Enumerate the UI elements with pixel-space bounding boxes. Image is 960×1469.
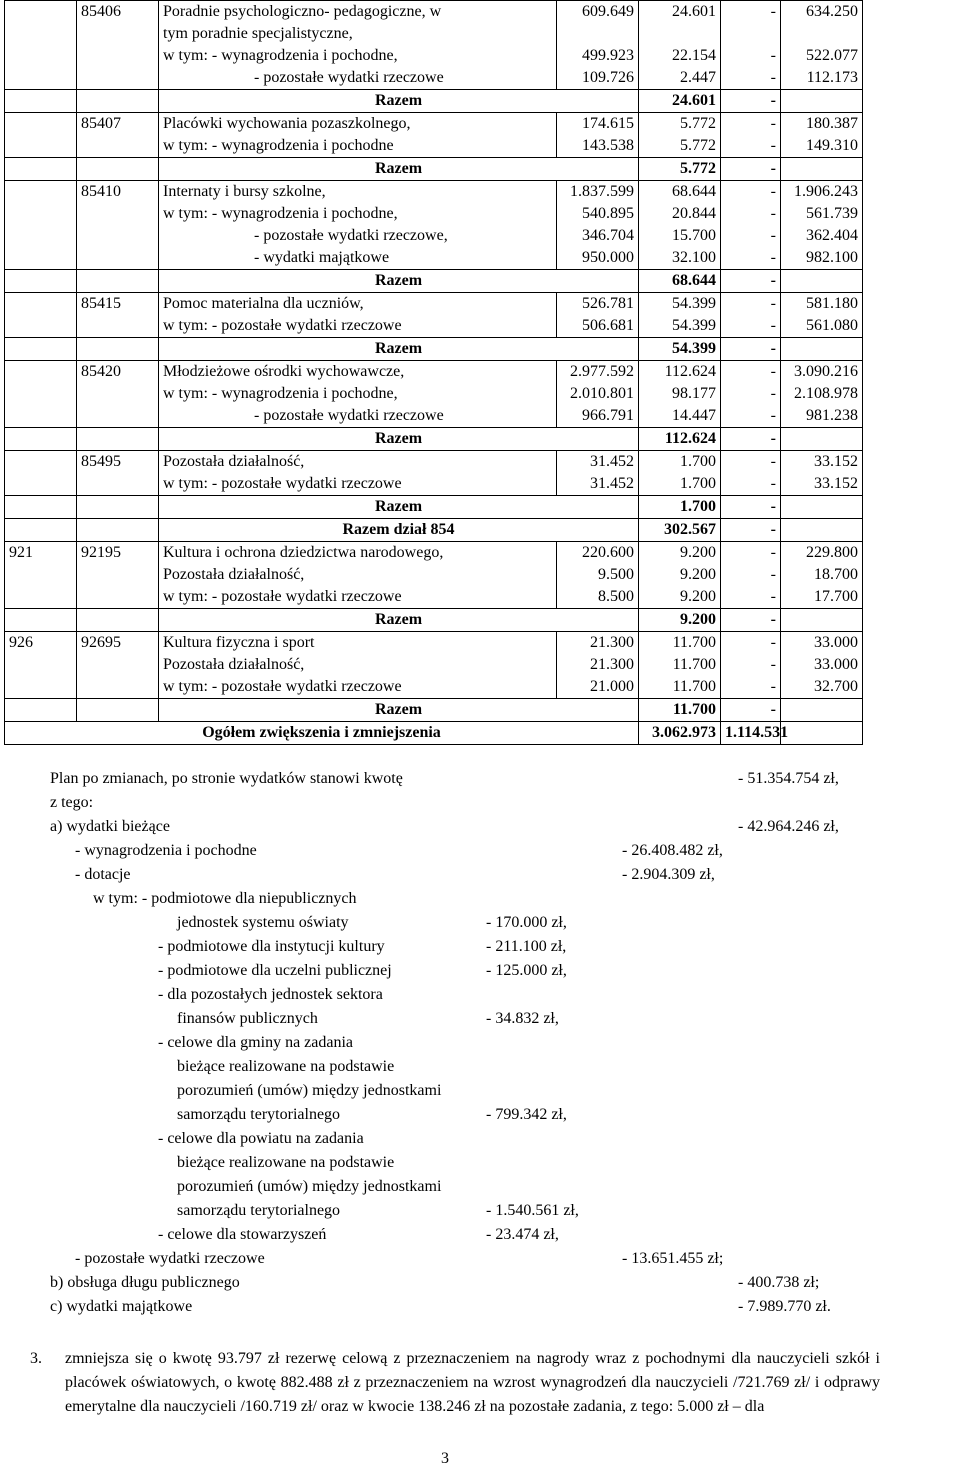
- rozdzial-cell: 85410: [77, 181, 159, 270]
- dzial-cell: [5, 181, 77, 270]
- name-cell: [159, 1, 557, 90]
- empty-cell: [781, 496, 863, 519]
- increase-cell: [639, 632, 721, 699]
- gmina-label-2: bieżące realizowane na podstawie: [177, 1058, 395, 1075]
- name-cell: [159, 542, 557, 609]
- subtotal-row: [5, 90, 863, 113]
- subtotal-dash: -: [721, 270, 781, 293]
- cell-line: 109.726: [582, 69, 634, 86]
- budget-table: [4, 0, 863, 745]
- dzial-cell: 926: [5, 632, 77, 699]
- cell-line: -: [770, 69, 776, 86]
- item-name: - pozostałe wydatki rzeczowe,: [254, 227, 448, 244]
- powiat-label-4: samorządu terytorialnego: [177, 1202, 341, 1219]
- empty-cell: [781, 158, 863, 181]
- decrease-cell: [721, 451, 781, 496]
- powiat-label-3: porozumień (umów) między jednostkami: [177, 1178, 442, 1195]
- after-change-cell: [781, 542, 863, 609]
- subtotal-row: [5, 428, 863, 451]
- rozdzial-cell: 85406: [77, 1, 159, 90]
- rozdzial-cell: 85415: [77, 293, 159, 338]
- cell-line: -: [770, 656, 776, 673]
- cell-line: 9.200: [680, 588, 716, 605]
- increase-cell: [639, 361, 721, 428]
- subtotal-dash: -: [721, 699, 781, 722]
- table-row: [5, 361, 863, 428]
- cell-line: -: [770, 544, 776, 561]
- after-change-cell: [781, 1, 863, 90]
- cell-line: 21.300: [590, 634, 634, 651]
- empty-cell: [5, 428, 77, 451]
- gmina-label: - celowe dla gminy na zadania: [158, 1034, 354, 1051]
- public-finance-label: finansów publicznych: [177, 1010, 318, 1027]
- cell-line: 220.600: [582, 544, 634, 561]
- cell-line: 98.177: [672, 385, 716, 402]
- cell-line: 174.615: [582, 115, 634, 132]
- wages-label: - wynagrodzenia i pochodne: [75, 842, 257, 859]
- empty-cell: [5, 519, 77, 542]
- cell-line: -: [770, 678, 776, 695]
- table-row: [5, 542, 863, 609]
- grand-total-row: [5, 722, 863, 745]
- section-total-value: 302.567: [639, 519, 721, 542]
- cell-line: 21.000: [590, 678, 634, 695]
- after-change-cell: [781, 113, 863, 158]
- increase-cell: [639, 293, 721, 338]
- cell-line: 2.010.801: [570, 385, 634, 402]
- grand-total-increase: 3.062.973: [639, 722, 721, 745]
- item-name: w tym: - pozostałe wydatki rzeczowe: [163, 588, 402, 605]
- item-name: Kultura i ochrona dziedzictwa narodowego,: [163, 544, 444, 561]
- name-cell: [159, 451, 557, 496]
- subtotal-value: 68.644: [639, 270, 721, 293]
- wages-value: - 26.408.482 zł,: [622, 842, 723, 859]
- cell-line: -: [770, 205, 776, 222]
- cell-line: 24.601: [672, 3, 716, 20]
- item-name: w tym: - wynagrodzenia i pochodne,: [163, 385, 398, 402]
- powiat-value: - 1.540.561 zł,: [486, 1202, 579, 1219]
- cell-line: -: [770, 453, 776, 470]
- item-name: tym poradnie specjalistyczne,: [163, 25, 353, 42]
- cell-line: 11.700: [672, 634, 716, 651]
- empty-cell: [77, 428, 159, 451]
- cell-line: 9.200: [680, 566, 716, 583]
- cell-line: [643, 23, 716, 45]
- cell-line: 581.180: [806, 295, 858, 312]
- cell-line: 2.108.978: [794, 385, 858, 402]
- cell-line: 982.100: [806, 249, 858, 266]
- cell-line: 1.700: [680, 475, 716, 492]
- increase-cell: [639, 181, 721, 270]
- dzial-cell: [5, 451, 77, 496]
- powiat-label-2: bieżące realizowane na podstawie: [177, 1154, 395, 1171]
- rozdzial-cell: 85407: [77, 113, 159, 158]
- plan-value: - 51.354.754 zł,: [738, 770, 839, 787]
- cell-line: 54.399: [672, 295, 716, 312]
- value-cell: [557, 542, 639, 609]
- cell-line: -: [770, 3, 776, 20]
- empty-cell: [781, 519, 863, 542]
- subtotal-label: Razem: [159, 270, 639, 293]
- grants-label: - dotacje: [75, 866, 131, 883]
- dzial-cell: [5, 361, 77, 428]
- decrease-cell: [721, 181, 781, 270]
- subtotal-value: 9.200: [639, 609, 721, 632]
- cell-line: 362.404: [806, 227, 858, 244]
- cell-line: 31.452: [590, 475, 634, 492]
- page-number: 3: [441, 1450, 449, 1467]
- university-value: - 125.000 zł,: [486, 962, 567, 979]
- value-cell: [557, 181, 639, 270]
- item-name: w tym: - wynagrodzenia i pochodne,: [163, 205, 398, 222]
- subtotal-value: 5.772: [639, 158, 721, 181]
- cell-line: 11.700: [672, 678, 716, 695]
- increase-cell: [639, 113, 721, 158]
- cell-line: 561.739: [806, 205, 858, 222]
- paragraph-text: zmniejsza się o kwotę 93.797 zł rezerwę celową z przeznaczeniem na nagrody wraz z pochodnymi dla nauczycieli szkół i placówek oświatowych, o kwotę 882.488 zł z przeznaczeniem na wzrost wynagrodzeń dla nauczycieli /721.769 zł/ i odprawy emerytalne dla nauczycieli /160.719 zł/ oraz w kwocie 138.246 zł na pozostałe zadania, z tego: 5.000 zł – dla: [65, 1350, 880, 1415]
- empty-cell: [781, 270, 863, 293]
- empty-cell: [781, 609, 863, 632]
- rozdzial-cell: 85495: [77, 451, 159, 496]
- cell-line: -: [770, 363, 776, 380]
- item-name: Poradnie psychologiczno- pedagogiczne, w: [163, 3, 442, 20]
- cell-line: 18.700: [814, 566, 858, 583]
- item-name: Kultura fizyczna i sport: [163, 634, 315, 651]
- nonpublic-value: - 170.000 zł,: [486, 914, 567, 931]
- debt-service-value: - 400.738 zł;: [738, 1274, 820, 1291]
- cell-line: 143.538: [582, 137, 634, 154]
- gmina-label-3: porozumień (umów) między jednostkami: [177, 1082, 442, 1099]
- paragraph-number: 3.: [30, 1350, 42, 1367]
- subtotal-dash: -: [721, 158, 781, 181]
- cell-line: 149.310: [806, 137, 858, 154]
- value-cell: [557, 113, 639, 158]
- culture-label: - podmiotowe dla instytucji kultury: [158, 938, 385, 955]
- gmina-value: - 799.342 zł,: [486, 1106, 567, 1123]
- cell-line: 15.700: [672, 227, 716, 244]
- increase-cell: [639, 1, 721, 90]
- rozdzial-cell: 85420: [77, 361, 159, 428]
- subtotal-row: [5, 609, 863, 632]
- cell-line: -: [770, 115, 776, 132]
- current-expenses-value: - 42.964.246 zł,: [738, 818, 839, 835]
- rozdzial-cell: 92195: [77, 542, 159, 609]
- subtotal-label: Razem: [159, 699, 639, 722]
- decrease-cell: [721, 1, 781, 90]
- cell-line: 32.100: [672, 249, 716, 266]
- capital-expenses-value: - 7.989.770 zł.: [738, 1298, 831, 1315]
- cell-line: 180.387: [806, 115, 858, 132]
- cell-line: -: [770, 566, 776, 583]
- subtotal-dash: -: [721, 90, 781, 113]
- cell-line: 9.500: [598, 566, 634, 583]
- empty-cell: [77, 270, 159, 293]
- cell-line: 950.000: [582, 249, 634, 266]
- cell-line: 22.154: [672, 47, 716, 64]
- cell-line: 1.837.599: [570, 183, 634, 200]
- empty-cell: [781, 699, 863, 722]
- cell-line: 17.700: [814, 588, 858, 605]
- table-row: [5, 293, 863, 338]
- subtotal-value: 112.624: [639, 428, 721, 451]
- cell-line: 33.152: [814, 475, 858, 492]
- empty-cell: [5, 338, 77, 361]
- cell-line: 1.700: [680, 453, 716, 470]
- subtotal-row: [5, 270, 863, 293]
- cell-line: 33.000: [814, 656, 858, 673]
- cell-line: [725, 23, 776, 45]
- after-change-cell: [781, 361, 863, 428]
- empty-cell: [5, 496, 77, 519]
- cell-line: 561.080: [806, 317, 858, 334]
- subtotal-dash: -: [721, 496, 781, 519]
- empty-cell: [77, 496, 159, 519]
- cell-line: -: [770, 317, 776, 334]
- cell-line: 506.681: [582, 317, 634, 334]
- cell-line: 68.644: [672, 183, 716, 200]
- table-row: [5, 113, 863, 158]
- item-name: Pozostała działalność,: [163, 656, 305, 673]
- rozdzial-cell: 92695: [77, 632, 159, 699]
- empty-cell: [5, 699, 77, 722]
- item-name: Pozostała działalność,: [163, 566, 305, 583]
- cell-line: 112.173: [806, 69, 858, 86]
- cell-line: 526.781: [582, 295, 634, 312]
- subtotal-label: Razem: [159, 90, 639, 113]
- cell-line: -: [770, 385, 776, 402]
- empty-cell: [77, 609, 159, 632]
- cell-line: [561, 23, 634, 45]
- cell-line: 21.300: [590, 656, 634, 673]
- item-name: - pozostałe wydatki rzeczowe: [254, 407, 444, 424]
- item-name: Pozostała działalność,: [163, 453, 305, 470]
- table-row: [5, 451, 863, 496]
- after-change-cell: [781, 451, 863, 496]
- cell-line: 540.895: [582, 205, 634, 222]
- subtotal-label: Razem: [159, 158, 639, 181]
- value-cell: [557, 1, 639, 90]
- subtotal-row: [5, 338, 863, 361]
- decrease-cell: [721, 293, 781, 338]
- grand-total-label: Ogółem zwiększenia i zmniejszenia: [5, 722, 639, 745]
- plan-label: Plan po zmianach, po stronie wydatków stanowi kwotę: [50, 770, 403, 787]
- powiat-label: - celowe dla powiatu na zadania: [158, 1130, 364, 1147]
- name-cell: [159, 113, 557, 158]
- cell-line: 1.906.243: [794, 183, 858, 200]
- cell-line: -: [770, 183, 776, 200]
- cell-line: 609.649: [582, 3, 634, 20]
- associations-label: - celowe dla stowarzyszeń: [158, 1226, 327, 1243]
- z-tego-label: z tego:: [50, 794, 94, 811]
- current-expenses-label: a) wydatki bieżące: [50, 818, 170, 835]
- after-change-cell: [781, 181, 863, 270]
- grants-breakdown-label: w tym: - podmiotowe dla niepublicznych: [93, 890, 357, 907]
- cell-line: -: [770, 249, 776, 266]
- item-name: Młodzieżowe ośrodki wychowawcze,: [163, 363, 405, 380]
- section-total-dash: -: [721, 519, 781, 542]
- empty-cell: [77, 90, 159, 113]
- item-name: - pozostałe wydatki rzeczowe: [254, 69, 444, 86]
- cell-line: 966.791: [582, 407, 634, 424]
- dzial-cell: 921: [5, 542, 77, 609]
- cell-line: -: [770, 634, 776, 651]
- debt-service-label: b) obsługa długu publicznego: [50, 1274, 240, 1291]
- name-cell: [159, 293, 557, 338]
- decrease-cell: [721, 542, 781, 609]
- subtotal-value: 11.700: [639, 699, 721, 722]
- increase-cell: [639, 542, 721, 609]
- dzial-cell: [5, 113, 77, 158]
- public-finance-value: - 34.832 zł,: [486, 1010, 559, 1027]
- subtotal-row: [5, 699, 863, 722]
- cell-line: 229.800: [806, 544, 858, 561]
- empty-cell: [781, 90, 863, 113]
- gmina-label-4: samorządu terytorialnego: [177, 1106, 341, 1123]
- decrease-cell: [721, 632, 781, 699]
- subtotal-value: 24.601: [639, 90, 721, 113]
- cell-line: -: [770, 588, 776, 605]
- cell-line: 634.250: [806, 3, 858, 20]
- table-row: [5, 181, 863, 270]
- cell-line: -: [770, 47, 776, 64]
- empty-cell: [781, 722, 863, 745]
- value-cell: [557, 293, 639, 338]
- subtotal-label: Razem: [159, 428, 639, 451]
- cell-line: 522.077: [806, 47, 858, 64]
- cell-line: -: [770, 407, 776, 424]
- cell-line: 33.000: [814, 634, 858, 651]
- after-change-cell: [781, 293, 863, 338]
- item-name: w tym: - pozostałe wydatki rzeczowe: [163, 678, 402, 695]
- empty-cell: [77, 519, 159, 542]
- grand-total-decrease: 1.114.531: [721, 722, 781, 745]
- cell-line: 2.447: [680, 69, 716, 86]
- cell-line: 2.977.592: [570, 363, 634, 380]
- subtotal-dash: -: [721, 428, 781, 451]
- increase-cell: [639, 451, 721, 496]
- empty-cell: [77, 699, 159, 722]
- cell-line: -: [770, 227, 776, 244]
- university-label: - podmiotowe dla uczelni publicznej: [158, 962, 392, 979]
- cell-line: -: [770, 475, 776, 492]
- cell-line: 8.500: [598, 588, 634, 605]
- cell-line: 20.844: [672, 205, 716, 222]
- empty-cell: [5, 270, 77, 293]
- subtotal-row: [5, 496, 863, 519]
- subtotal-row: [5, 158, 863, 181]
- cell-line: -: [770, 295, 776, 312]
- item-name: w tym: - wynagrodzenia i pochodne,: [163, 47, 398, 64]
- empty-cell: [781, 338, 863, 361]
- name-cell: [159, 361, 557, 428]
- table-row: [5, 632, 863, 699]
- cell-line: 346.704: [582, 227, 634, 244]
- item-name: w tym: - pozostałe wydatki rzeczowe: [163, 317, 402, 334]
- cell-line: -: [770, 137, 776, 154]
- cell-line: 33.152: [814, 453, 858, 470]
- dzial-cell: [5, 293, 77, 338]
- cell-line: 31.452: [590, 453, 634, 470]
- empty-cell: [77, 158, 159, 181]
- after-change-cell: [781, 632, 863, 699]
- item-name: w tym: - wynagrodzenia i pochodne: [163, 137, 394, 154]
- cell-line: [785, 23, 858, 45]
- empty-cell: [5, 158, 77, 181]
- cell-line: 499.923: [582, 47, 634, 64]
- table-row: [5, 1, 863, 90]
- section-total-label: Razem dział 854: [159, 519, 639, 542]
- value-cell: [557, 361, 639, 428]
- subtotal-label: Razem: [159, 609, 639, 632]
- value-cell: [557, 451, 639, 496]
- cell-line: 54.399: [672, 317, 716, 334]
- grants-value: - 2.904.309 zł,: [622, 866, 715, 883]
- other-material-label: - pozostałe wydatki rzeczowe: [75, 1250, 265, 1267]
- subtotal-label: Razem: [159, 338, 639, 361]
- cell-line: 5.772: [680, 137, 716, 154]
- empty-cell: [5, 609, 77, 632]
- section-total-row: [5, 519, 863, 542]
- subtotal-value: 54.399: [639, 338, 721, 361]
- associations-value: - 23.474 zł,: [486, 1226, 559, 1243]
- item-name: w tym: - pozostałe wydatki rzeczowe: [163, 475, 402, 492]
- cell-line: 3.090.216: [794, 363, 858, 380]
- item-name: Internaty i bursy szkolne,: [163, 183, 326, 200]
- cell-line: 14.447: [672, 407, 716, 424]
- dzial-cell: [5, 1, 77, 90]
- empty-cell: [5, 90, 77, 113]
- empty-cell: [77, 338, 159, 361]
- cell-line: 9.200: [680, 544, 716, 561]
- culture-value: - 211.100 zł,: [486, 938, 567, 955]
- item-name: Pomoc materialna dla uczniów,: [163, 295, 364, 312]
- decrease-cell: [721, 113, 781, 158]
- other-units-label: - dla pozostałych jednostek sektora: [158, 986, 383, 1003]
- cell-line: 11.700: [672, 656, 716, 673]
- item-name: Placówki wychowania pozaszkolnego,: [163, 115, 411, 132]
- subtotal-dash: -: [721, 609, 781, 632]
- name-cell: [159, 632, 557, 699]
- other-material-value: - 13.651.455 zł;: [622, 1250, 724, 1267]
- cell-line: 5.772: [680, 115, 716, 132]
- subtotal-dash: -: [721, 338, 781, 361]
- cell-line: 32.700: [814, 678, 858, 695]
- subtotal-value: 1.700: [639, 496, 721, 519]
- cell-line: 112.624: [664, 363, 716, 380]
- empty-cell: [781, 428, 863, 451]
- capital-expenses-label: c) wydatki majątkowe: [50, 1298, 193, 1315]
- name-cell: [159, 181, 557, 270]
- decrease-cell: [721, 361, 781, 428]
- nonpublic-label: jednostek systemu oświaty: [177, 914, 349, 931]
- cell-line: 981.238: [806, 407, 858, 424]
- value-cell: [557, 632, 639, 699]
- item-name: - wydatki majątkowe: [254, 249, 390, 266]
- subtotal-label: Razem: [159, 496, 639, 519]
